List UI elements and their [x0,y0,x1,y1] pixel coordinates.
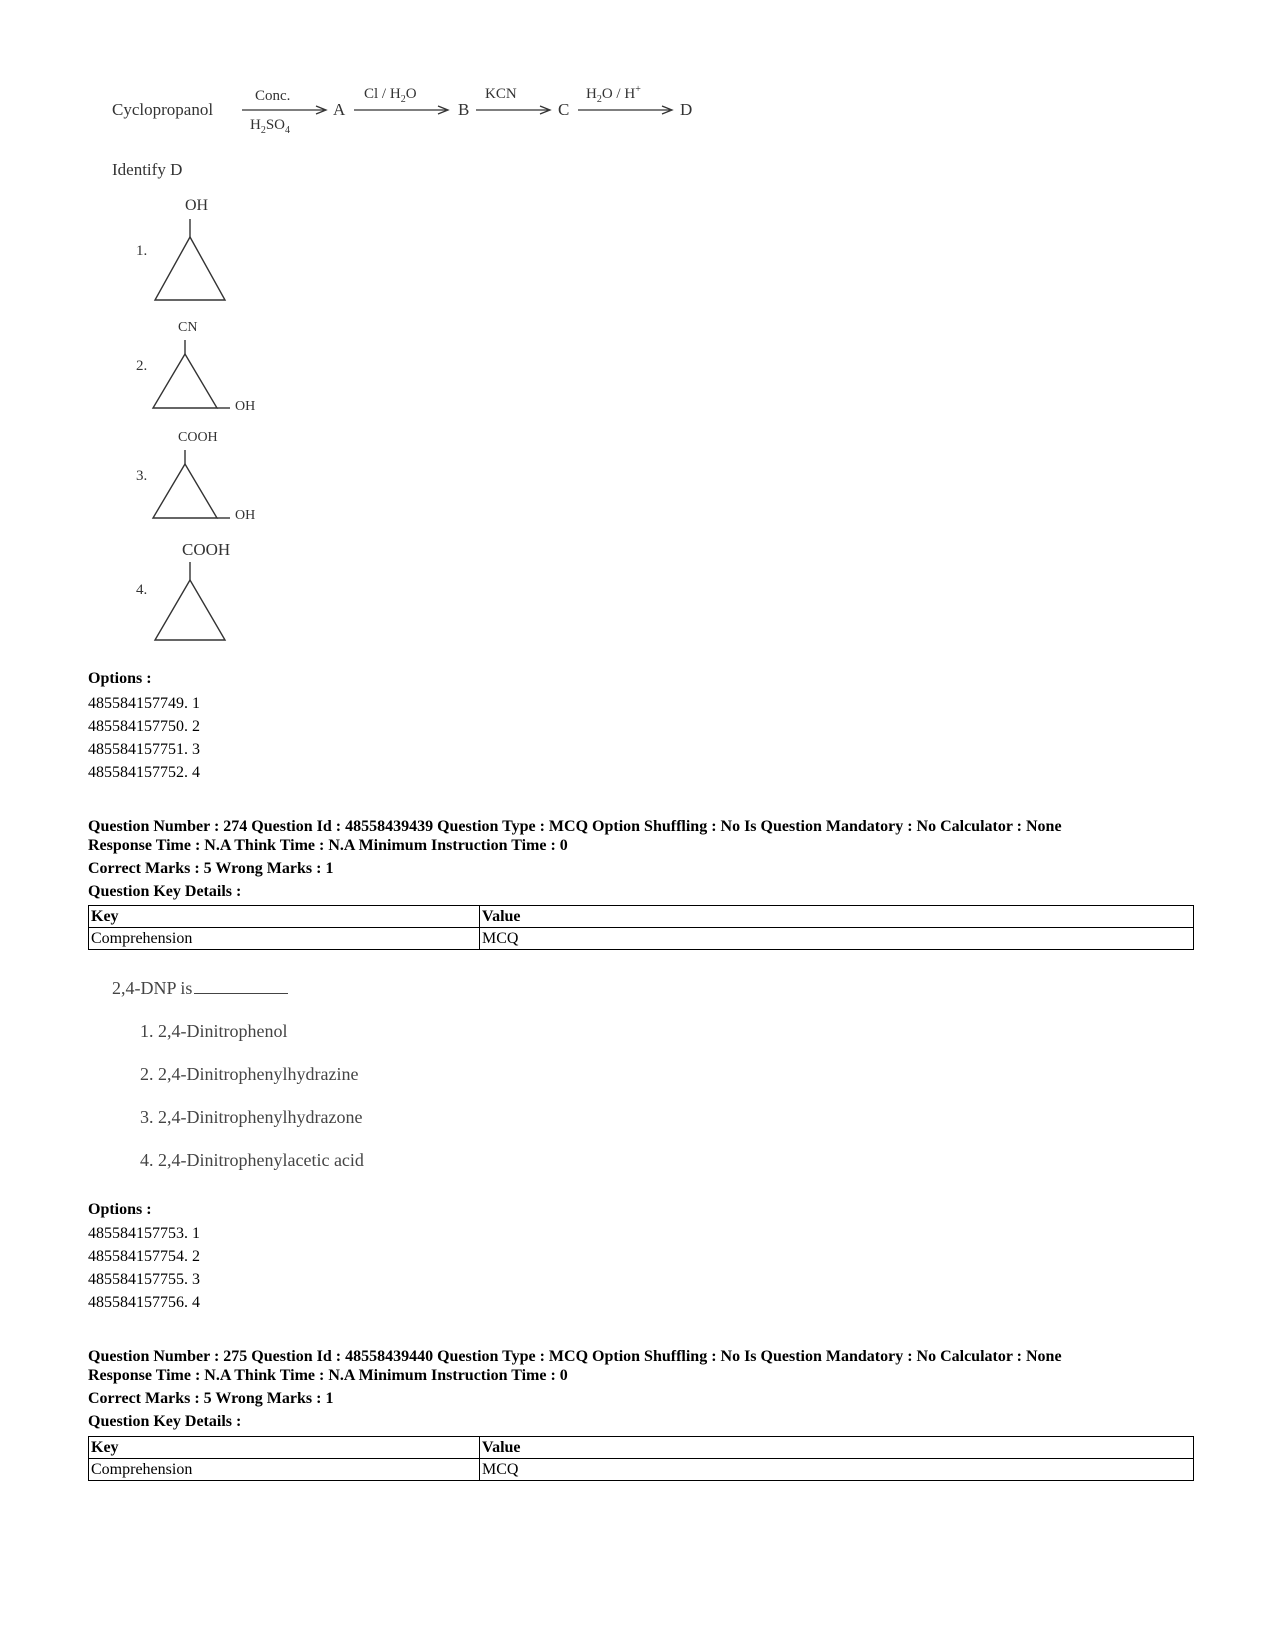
option-item: 485584157750. 2 [88,718,200,735]
intermediate-c: C [558,100,570,119]
table-cell-value: MCQ [480,928,1194,950]
option-item: 485584157755. 3 [88,1271,200,1288]
key-details-table [88,1436,1194,1481]
option-item: 485584157754. 2 [88,1248,200,1265]
dnp-choice-4: 4. 2,4-Dinitrophenylacetic acid [140,1150,364,1170]
cyclopropane-ring [150,215,230,305]
key-details-title: Question Key Details : [88,883,242,900]
reagent-conc: Conc. [255,88,291,104]
options-title: Options : [88,670,152,687]
reaction-scheme [0,0,760,150]
substituent-top: COOH [178,430,218,445]
table-cell-key: Comprehension [89,928,480,950]
product-d: D [680,100,693,119]
option-item: 485584157749. 1 [88,695,200,712]
structure-number: 1. [136,243,148,259]
reagent-h2o-h: $H_2O / H^+$ [586,84,641,105]
structure-4 [120,538,280,653]
reagent-cl-h2o: Cl / $H_2O$ [364,86,417,105]
table-header-key: Key [89,1437,480,1459]
table-header-value: Value [480,906,1194,928]
structure-number: 4. [136,582,148,598]
arrow-3 [474,104,554,116]
identify-prompt: Identify D [112,160,183,179]
dnp-choice-3: 3. 2,4-Dinitrophenylhydrazone [140,1107,363,1127]
table-row [89,1459,1194,1481]
option-item: 485584157756. 4 [88,1294,200,1311]
structure-3 [120,428,280,538]
question-meta-line-2: Response Time : N.A Think Time : N.A Minimum Instruction Time : 0 [88,1367,568,1384]
table-header-row [89,906,1194,928]
question-meta-line-1: Question Number : 275 Question Id : 48558439440 Question Type : MCQ Option Shuffling : No Is Question Mandatory : No Calculator : None [88,1348,1062,1365]
table-header-key: Key [89,906,480,928]
table-row [89,928,1194,950]
question-meta [88,817,1208,855]
arrow-4 [576,104,676,116]
option-item: 485584157753. 1 [88,1225,200,1242]
cyclopropane-ring [150,560,230,645]
dnp-prompt: 2,4-DNP is [112,978,288,999]
options-title: Options : [88,1201,152,1218]
structure-number: 3. [136,468,148,484]
question-meta [88,1347,1208,1385]
structure-1 [120,195,280,315]
intermediate-a: A [333,100,346,119]
table-header-row [89,1437,1194,1459]
table-cell-value: MCQ [480,1459,1194,1481]
key-details-table [88,905,1194,950]
substituent-top: OH [185,197,209,214]
structure-number: 2. [136,358,148,374]
question-meta-line-1: Question Number : 274 Question Id : 48558439439 Question Type : MCQ Option Shuffling : No Is Question Mandatory : No Calculator : None [88,818,1062,835]
marks-line: Correct Marks : 5 Wrong Marks : 1 [88,1390,334,1407]
reagent-kcn: KCN [485,86,517,102]
question-meta-line-2: Response Time : N.A Think Time : N.A Minimum Instruction Time : 0 [88,837,568,854]
option-item: 485584157752. 4 [88,764,200,781]
substituent-side: OH [235,399,256,414]
structure-2 [120,318,280,428]
substituent-side: OH [235,508,256,523]
key-details-title: Question Key Details : [88,1413,242,1430]
substituent-top: CN [178,320,198,335]
dnp-choice-2: 2. 2,4-Dinitrophenylhydrazine [140,1064,359,1084]
reactant-cyclopropanol: Cyclopropanol [112,100,214,119]
dnp-choice-1: 1. 2,4-Dinitrophenol [140,1021,288,1041]
marks-line: Correct Marks : 5 Wrong Marks : 1 [88,860,334,877]
intermediate-b: B [458,100,470,119]
table-cell-key: Comprehension [89,1459,480,1481]
substituent-top: COOH [182,540,231,559]
reagent-h2so4: $H_2SO_4$ [250,117,291,136]
option-item: 485584157751. 3 [88,741,200,758]
arrow-1 [240,104,330,116]
table-header-value: Value [480,1437,1194,1459]
arrow-2 [352,104,452,116]
